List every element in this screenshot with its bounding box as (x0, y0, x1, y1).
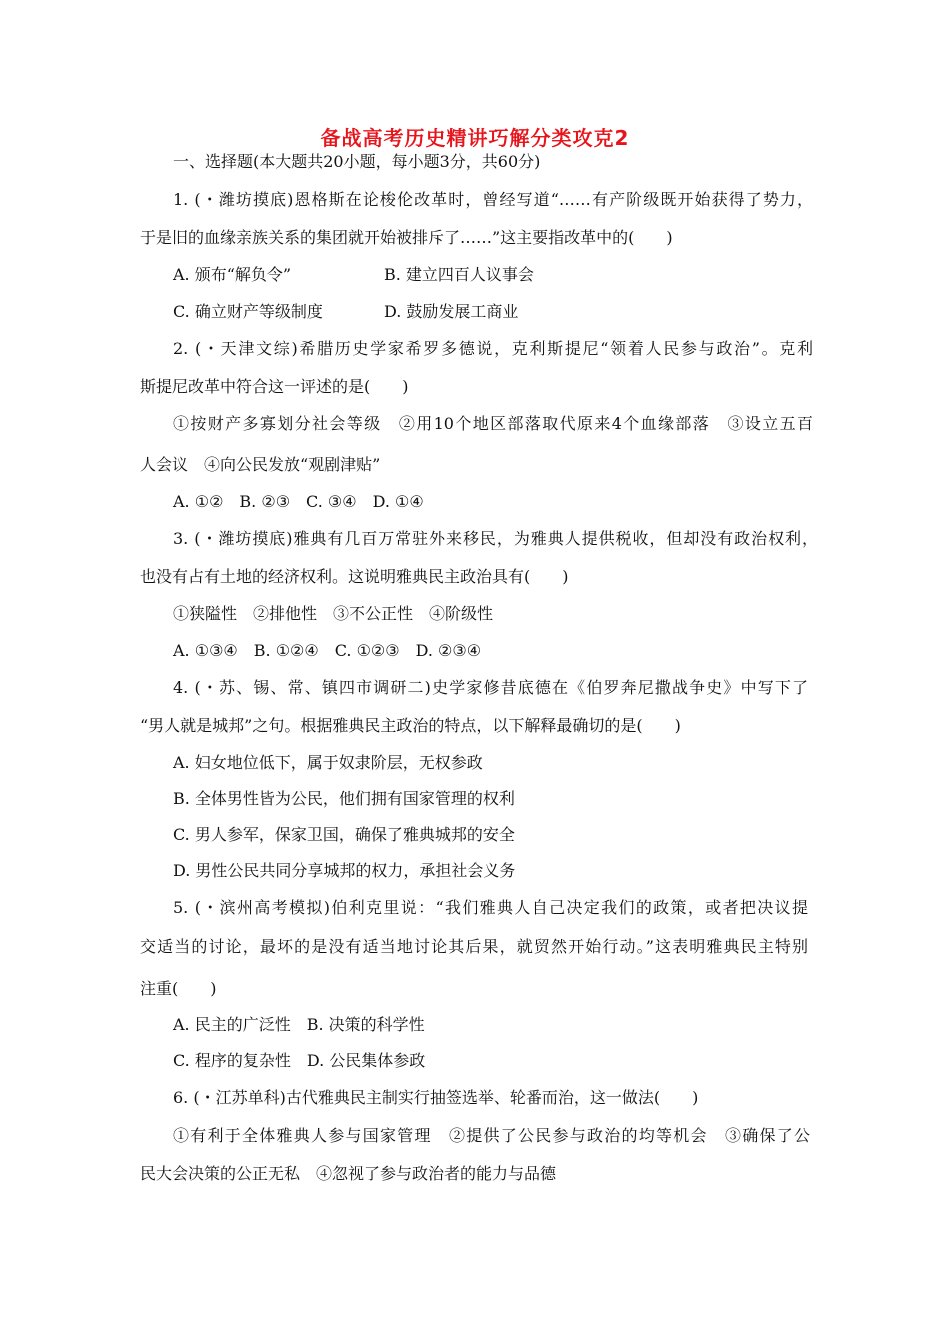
q3-options: A. ①③④ B. ①②④ C. ①②③ D. ②③④ (173, 641, 482, 660)
q5-options-cd: C. 程序的复杂性 D. 公民集体参政 (173, 1051, 426, 1070)
q4-option-d: D. 男性公民共同分享城邦的权力，承担社会义务 (173, 861, 516, 880)
q4-stem-line2: “男人就是城邦”之句。根据雅典民主政治的特点，以下解释最确切的是( ) (140, 716, 681, 735)
q5-stem-line3: 注重( ) (140, 979, 217, 998)
section-heading: 一、选择题(本大题共20小题，每小题3分，共60分) (173, 152, 541, 171)
q5-stem-line2: 交适当的讨论，最坏的是没有适当地讨论其后果，就贸然开始行动。”这表明雅典民主特别 (140, 937, 808, 956)
q2-options: A. ①② B. ②③ C. ③④ D. ①④ (173, 492, 424, 511)
q4-stem-line1: 4. (・苏、锡、常、镇四市调研二)史学家修昔底德在《伯罗奔尼撒战争史》中写下了 (173, 678, 808, 697)
q3-stem-line2: 也没有占有土地的经济权利。这说明雅典民主政治具有( ) (140, 567, 569, 586)
q2-items-line2: 人会议 ④向公民发放“观剧津贴” (140, 455, 381, 474)
page-title: 备战高考历史精讲巧解分类攻克2 (320, 126, 630, 150)
q6-stem-line1: 6. (・江苏单科)古代雅典民主制实行抽签选举、轮番而治，这一做法( ) (173, 1088, 699, 1107)
q2-items-line1: ①按财产多寡划分社会等级 ②用10个地区部落取代原来4个血缘部落 ③设立五百 (173, 414, 813, 433)
q1-stem-line1: 1. (・潍坊摸底)恩格斯在论梭伦改革时，曾经写道“……有产阶级既开始获得了势力， (173, 190, 813, 209)
q5-stem-line1: 5. (・滨州高考模拟)伯利克里说：“我们雅典人自己决定我们的政策，或者把决议提 (173, 898, 808, 917)
q1-option-a: A. 颁布“解负令” (173, 265, 292, 284)
q3-items: ①狭隘性 ②排他性 ③不公正性 ④阶级性 (173, 604, 494, 623)
q3-stem-line1: 3. (・潍坊摸底)雅典有几百万常驻外来移民，为雅典人提供税收，但却没有政治权利， (173, 529, 818, 548)
q1-option-c: C. 确立财产等级制度 (173, 302, 323, 321)
q4-option-a: A. 妇女地位低下，属于奴隶阶层，无权参政 (173, 753, 483, 772)
q2-stem-line2: 斯提尼改革中符合这一评述的是( ) (140, 377, 409, 396)
q4-option-b: B. 全体男性皆为公民，他们拥有国家管理的权利 (173, 789, 515, 808)
q6-items-line1: ①有利于全体雅典人参与国家管理 ②提供了公民参与政治的均等机会 ③确保了公 (173, 1126, 810, 1145)
q4-option-c: C. 男人参军，保家卫国，确保了雅典城邦的安全 (173, 825, 515, 844)
q2-stem-line1: 2. (・天津文综)希腊历史学家希罗多德说，克利斯提尼“领着人民参与政治”。克利 (173, 339, 813, 358)
q5-options-ab: A. 民主的广泛性 B. 决策的科学性 (173, 1015, 425, 1034)
q1-stem-line2: 于是旧的血缘亲族关系的集团就开始被排斥了……”这主要指改革中的( ) (140, 228, 673, 247)
q1-option-b: B. 建立四百人议事会 (384, 265, 534, 284)
q6-items-line2: 民大会决策的公正无私 ④忽视了参与政治者的能力与品德 (140, 1164, 557, 1183)
q1-option-d: D. 鼓励发展工商业 (384, 302, 519, 321)
